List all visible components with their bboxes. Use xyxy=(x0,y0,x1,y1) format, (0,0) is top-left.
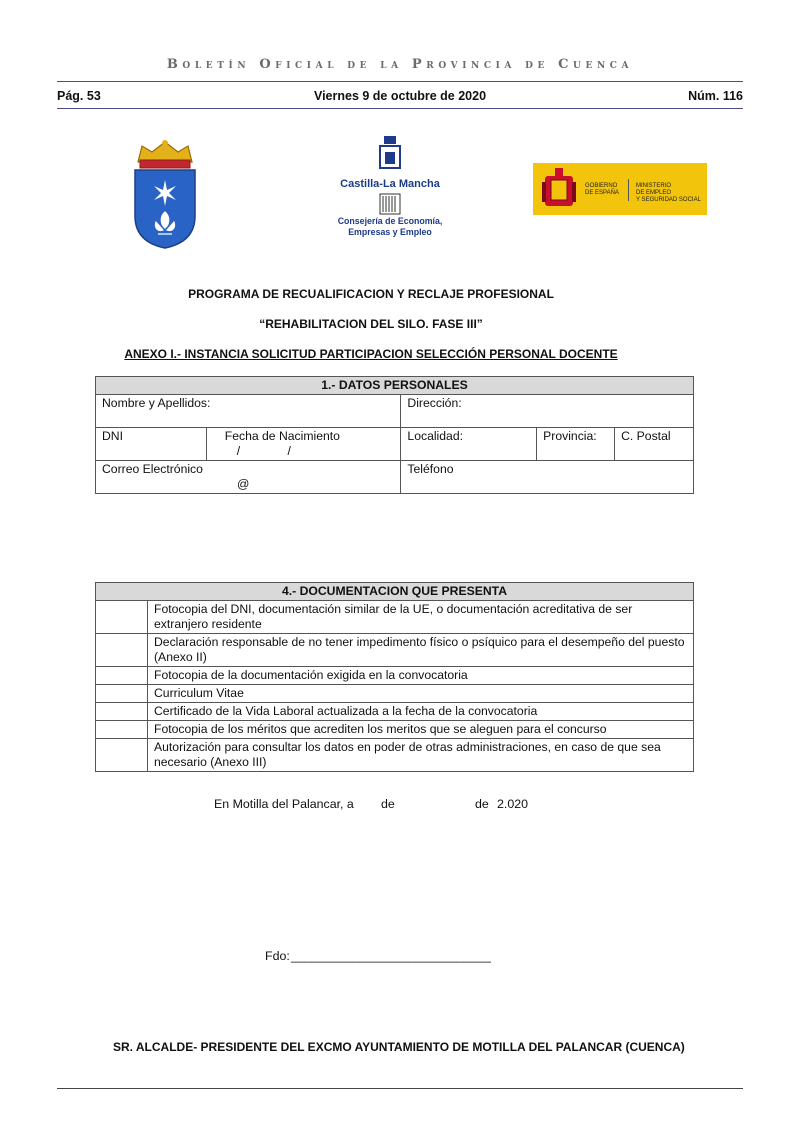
gobierno-espana-logo xyxy=(533,163,707,215)
personal-data-table xyxy=(95,376,694,494)
personal-data-heading: 1.- DATOS PERSONALES xyxy=(96,377,694,395)
doc-checkbox[interactable] xyxy=(96,601,148,634)
doc-checkbox[interactable] xyxy=(96,667,148,685)
address-label: Dirección: xyxy=(407,396,462,410)
signature-label: Fdo: xyxy=(265,949,290,963)
name-label: Nombre y Apellidos: xyxy=(102,396,211,410)
doc-row xyxy=(96,601,694,634)
address-field[interactable] xyxy=(401,395,694,428)
date-de-2: de xyxy=(475,797,489,811)
program-title: PROGRAMA DE RECUALIFICACION Y RECLAJE PROFESIONAL xyxy=(188,287,554,301)
bulletin-masthead: Boletín Oficial de la Provincia de Cuenca xyxy=(166,57,634,72)
issue-date: Viernes 9 de octubre de 2020 xyxy=(313,89,487,103)
clm-department-line2: Empresas y Empleo xyxy=(348,227,432,237)
annex-title: ANEXO I.- INSTANCIA SOLICITUD PARTICIPACION SELECCIÓN PERSONAL DOCENTE xyxy=(124,347,618,361)
doc-item-text: Declaración responsable de no tener impedimento físico o psíquico para el desempeño del puesto (Anexo II) xyxy=(148,634,694,667)
doc-row xyxy=(96,703,694,721)
footer-rule xyxy=(57,1088,743,1089)
doc-item-text: Curriculum Vitae xyxy=(148,685,694,703)
doc-row xyxy=(96,739,694,772)
doc-row xyxy=(96,667,694,685)
addressee: SR. ALCALDE- PRESIDENTE DEL EXCMO AYUNTAMIENTO DE MOTILLA DEL PALANCAR (CUENCA) xyxy=(113,1040,685,1054)
dni-field[interactable] xyxy=(96,428,207,461)
date-de-1: de xyxy=(381,797,395,811)
logo-divider xyxy=(628,179,629,201)
birth-date-label: Fecha de Nacimiento xyxy=(224,429,340,443)
doc-item-text: Fotocopia de los méritos que acrediten los meritos que se aleguen para el concurso xyxy=(148,721,694,739)
doc-item-text: Fotocopia de la documentación exigida en la convocatoria xyxy=(148,667,694,685)
documentation-table xyxy=(95,582,694,772)
gobierno-line1: GOBIERNO xyxy=(585,183,618,189)
phone-label: Teléfono xyxy=(407,462,454,476)
doc-row xyxy=(96,634,694,667)
doc-item-text: Fotocopia del DNI, documentación similar de la UE, o documentación acreditativa de ser extranjero residente xyxy=(148,601,694,634)
postal-code-label: C. Postal xyxy=(621,429,671,443)
locality-field[interactable] xyxy=(401,428,537,461)
municipal-coat-of-arms-logo xyxy=(130,138,200,250)
signature-line[interactable]: _____________________________ xyxy=(291,949,491,963)
page-number: Pág. 53 xyxy=(57,89,101,103)
doc-item-text: Autorización para consultar los datos en poder de otras administraciones, en caso de que sea necesario (Anexo III) xyxy=(148,739,694,772)
ministerio-line2: DE EMPLEO xyxy=(636,190,672,196)
name-field[interactable] xyxy=(96,395,401,428)
birth-date-separators: / / xyxy=(236,444,291,458)
castilla-la-mancha-logo xyxy=(330,134,450,249)
doc-checkbox[interactable] xyxy=(96,634,148,667)
dni-label: DNI xyxy=(102,429,123,443)
clm-name: Castilla-La Mancha xyxy=(340,178,440,190)
province-label: Provincia: xyxy=(543,429,597,443)
project-title: “REHABILITACION DEL SILO. FASE III” xyxy=(259,317,483,331)
doc-item-text: Certificado de la Vida Laboral actualizada a la fecha de la convocatoria xyxy=(148,703,694,721)
email-label: Correo Electrónico xyxy=(102,462,203,476)
doc-checkbox[interactable] xyxy=(96,685,148,703)
place-label: En Motilla del Palancar, a xyxy=(214,797,354,811)
header-bottom-rule xyxy=(57,108,743,109)
province-field[interactable] xyxy=(537,428,615,461)
ministerio-line1: MINISTERIO xyxy=(636,183,672,189)
clm-department-line1: Consejería de Economía, xyxy=(337,216,443,226)
doc-checkbox[interactable] xyxy=(96,721,148,739)
header-top-rule xyxy=(57,81,743,82)
ministerio-text xyxy=(636,183,701,204)
email-field[interactable] xyxy=(96,461,401,494)
phone-field[interactable] xyxy=(401,461,694,494)
doc-checkbox[interactable] xyxy=(96,739,148,772)
doc-row xyxy=(96,685,694,703)
ministerio-line3: Y SEGURIDAD SOCIAL xyxy=(636,197,701,203)
gobierno-text xyxy=(585,183,619,197)
issue-number: Núm. 116 xyxy=(688,89,743,103)
doc-row xyxy=(96,721,694,739)
postal-code-field[interactable] xyxy=(615,428,694,461)
email-at-sign: @ xyxy=(237,477,250,491)
documentation-heading: 4.- DOCUMENTACION QUE PRESENTA xyxy=(96,583,694,601)
gobierno-line2: DE ESPAÑA xyxy=(585,190,619,196)
birth-date-field[interactable] xyxy=(206,428,401,461)
date-year: 2.020 xyxy=(497,797,529,811)
locality-label: Localidad: xyxy=(407,429,463,443)
doc-checkbox[interactable] xyxy=(96,703,148,721)
